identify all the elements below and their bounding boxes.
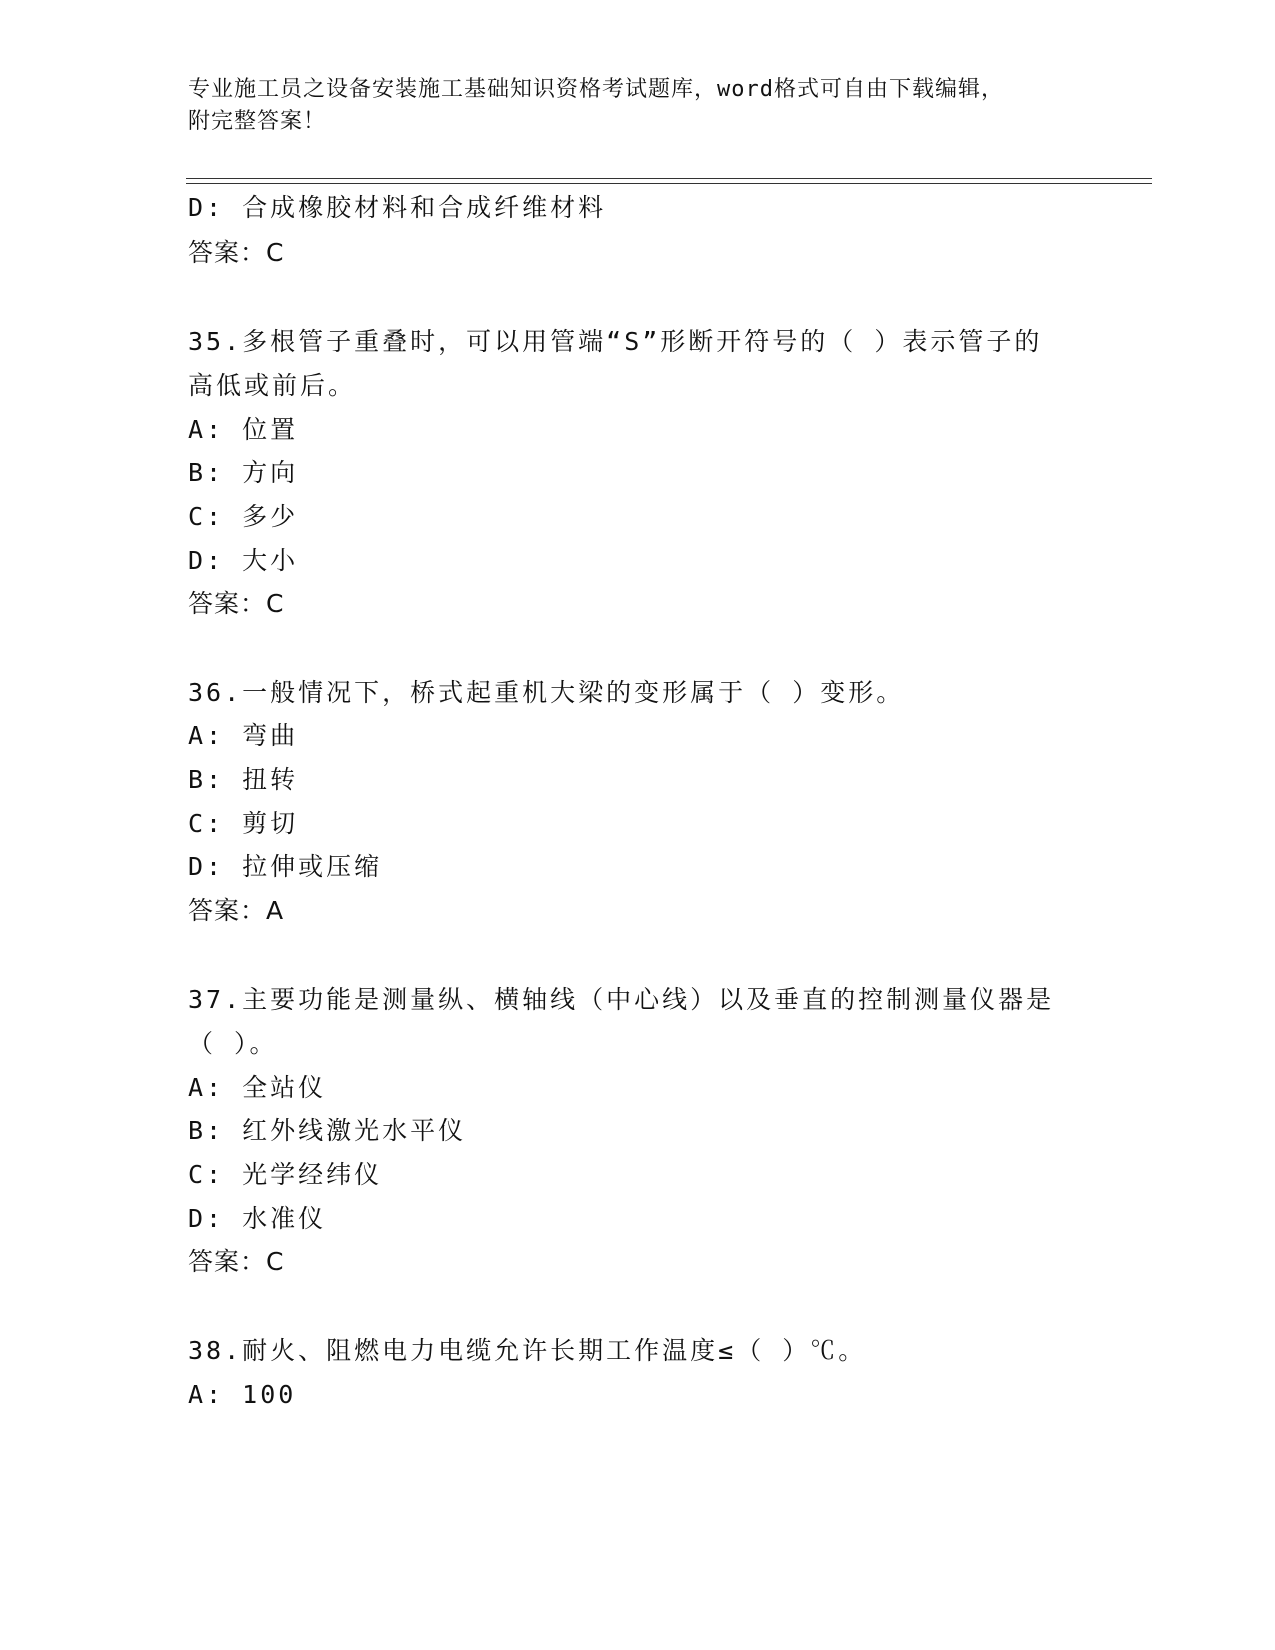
answer-line: 答案：C [188, 589, 285, 618]
option-line: A: 弯曲 [188, 721, 299, 750]
answer-line: 答案：C [188, 1247, 285, 1276]
option-line: B: 红外线激光水平仪 [188, 1116, 467, 1145]
header-divider-top [186, 178, 1152, 179]
question-line: 高低或前后。 [188, 371, 357, 400]
question-line: 37.主要功能是测量纵、横轴线（中心线）以及垂直的控制测量仪器是 [188, 985, 1055, 1014]
option-line: B: 扭转 [188, 765, 299, 794]
option-line: D: 合成橡胶材料和合成纤维材料 [188, 193, 607, 222]
question-line: 35.多根管子重叠时，可以用管端“S”形断开符号的（ ）表示管子的 [188, 327, 1043, 356]
question-line: 36.一般情况下，桥式起重机大梁的变形属于（ ）变形。 [188, 678, 905, 707]
option-line: D: 拉伸或压缩 [188, 852, 383, 881]
option-line: C: 光学经纬仪 [188, 1160, 383, 1189]
answer-line: 答案：A [188, 896, 285, 925]
question-line: 38.耐火、阻燃电力电缆允许长期工作温度≤（ ）℃。 [188, 1336, 867, 1365]
option-line: D: 大小 [188, 546, 299, 575]
option-line: A: 全站仪 [188, 1073, 327, 1102]
answer-line: 答案：C [188, 238, 285, 267]
header-title-line-1: 专业施工员之设备安装施工基础知识资格考试题库，word格式可自由下载编辑， [188, 77, 1004, 102]
option-line: D: 水准仪 [188, 1204, 327, 1233]
header-title-line-2: 附完整答案！ [188, 109, 327, 134]
option-line: C: 多少 [188, 502, 299, 531]
document-header [188, 74, 1088, 138]
option-line: B: 方向 [188, 458, 299, 487]
option-line: C: 剪切 [188, 809, 299, 838]
header-divider-bottom [186, 183, 1152, 184]
option-line: A: 位置 [188, 415, 299, 444]
question-line: （ ）。 [188, 1029, 278, 1058]
option-line: A: 100 [188, 1380, 297, 1409]
